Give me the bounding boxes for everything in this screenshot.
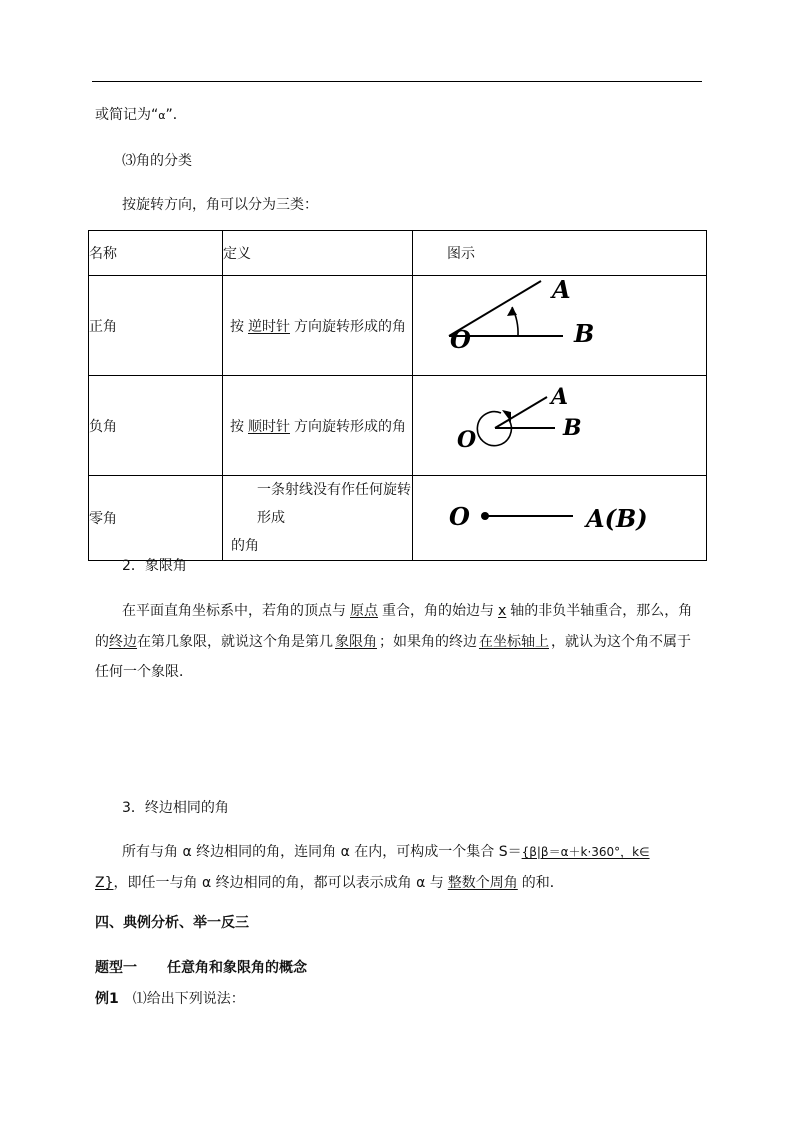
table-row [89,276,707,376]
quadrant-heading: 2．象限角 [122,558,187,574]
quadrant-line-1: 在平面直角坐标系中，若角的顶点与 原点 重合，角的始边与 x 轴的非负半轴重合，那么，角 [122,603,693,619]
figure-negative-angle [413,376,707,476]
label-o: O [457,427,477,453]
header-definition: 定义 [223,231,413,276]
header-name: 名称 [89,231,223,276]
quadrant-line-2: 的终边在第几象限，就说这个角是第几 象限角 ；如果角的终边 在坐标轴上 ，就认为这个角不属于 [95,634,691,650]
table-row [89,476,707,561]
coterminal-line-1: 所有与角 α 终边相同的角，连同角 α 在内，可构成一个集合 S＝{β|β＝α＋k·360°，k∈ [122,844,650,860]
topic-label: 题型一 [95,960,137,976]
angle-classification-table [88,230,707,561]
example-line [95,988,245,1008]
blank-quadrant-angle: 象限角 [335,634,377,650]
blank-counterclockwise: 逆时针 [248,318,290,335]
blank-terminal-side: 终边 [109,634,137,650]
label-b: B [574,319,595,348]
intro-line [95,104,187,124]
row-name-negative: 负角 [89,376,223,476]
blank-set-end: Z} [95,875,114,891]
zero-angle-diagram [413,479,648,554]
section4-heading: 四、典例分析、举一反三 [95,915,249,931]
blank-origin: 原点 [350,603,378,619]
topic-title: 任意角和象限角的概念 [167,960,307,976]
coterminal-heading: 3．终边相同的角 [122,800,229,816]
blank-whole-turns: 整数个周角 [447,875,518,891]
blank-on-axis: 在坐标轴上 [479,634,549,650]
row-name-zero: 零角 [89,476,223,561]
figure-zero-angle [413,476,707,561]
example-label: 例1 [95,991,119,1007]
blank-clockwise: 顺时针 [248,418,290,435]
positive-angle-diagram [413,276,637,371]
table-row [89,376,707,476]
classification-heading: ⑶角的分类 [122,153,192,169]
intro-prefix: 或简记为“ [95,107,159,123]
header-rule [92,81,702,82]
table-header-row [89,231,707,276]
label-a: A [551,384,569,410]
intro-suffix: ”． [165,107,187,123]
label-o: O [449,501,470,531]
topic-line [95,957,307,977]
blank-set-expression: {β|β＝α＋k·360°，k∈ [521,845,650,859]
quadrant-line-3: 任何一个象限． [95,664,193,680]
label-ab: A(B) [586,503,648,533]
row-def-positive: 按 逆时针 方向旋转形成的角 [223,276,413,376]
row-def-zero: 一条射线没有作任何旋转形成 的角 [223,476,413,561]
negative-angle-diagram [413,376,637,471]
label-o: O [450,325,471,354]
row-def-negative: 按 顺时针 方向旋转形成的角 [223,376,413,476]
rotate-intro: 按旋转方向，角可以分为三类： [122,197,318,213]
header-figure: 图示 [413,231,707,276]
example-text: ⑴给出下列说法： [132,991,245,1007]
row-name-positive: 正角 [89,276,223,376]
intro-symbol: α [158,109,166,122]
coterminal-line-2: Z}，即任一与角 α 终边相同的角，都可以表示成角 α 与 整数个周角 的和． [95,875,564,891]
label-b: B [563,415,582,441]
figure-positive-angle [413,276,707,376]
label-a: A [552,275,571,304]
blank-x: x [498,603,507,619]
